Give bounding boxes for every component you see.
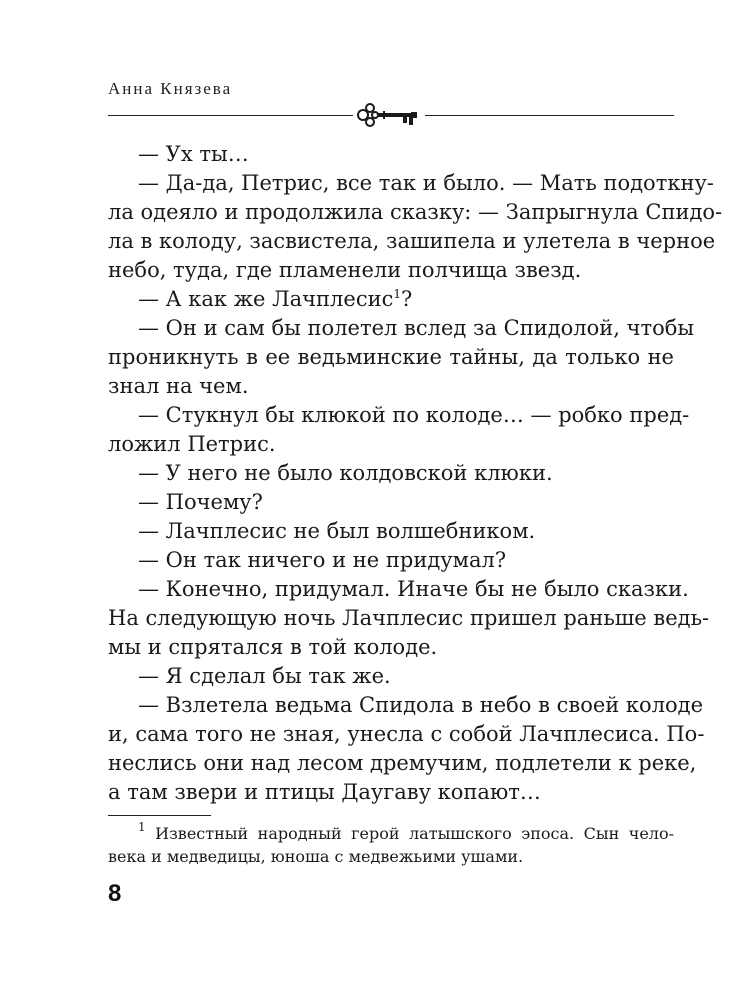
footnote-rule xyxy=(108,815,211,816)
footnote-reference: 1 xyxy=(393,287,401,301)
text-line: — У него не было колдовской клюки. xyxy=(138,461,553,485)
text-line: — Лачплесис не был волшебником. xyxy=(138,519,536,543)
text-line: мы и спрятался в той колоде. xyxy=(108,635,438,659)
text-line: — Он так ничего и не придумал? xyxy=(138,548,507,572)
text-line: — Конечно, придумал. Иначе бы не было сказки. xyxy=(138,577,689,601)
running-head-author: Анна Князева xyxy=(108,79,233,98)
main-text xyxy=(108,140,723,807)
text-line: неслись они над лесом дремучим, подлетели к реке, xyxy=(108,751,697,775)
text-line: ла в колоду, засвистела, зашипела и улетела в черное xyxy=(108,229,716,253)
text-line: небо, туда, где пламенели полчища звезд. xyxy=(108,258,582,282)
text-line: знал на чем. xyxy=(108,374,249,398)
footnote xyxy=(108,822,674,868)
footnote-line: $^1$ Известный народный герой латышского эпоса. Сын чело- xyxy=(138,820,674,843)
text-line: — Взлетела ведьма Спидола в небо в своей колоде xyxy=(138,693,704,717)
text-line: — Почему? xyxy=(138,490,263,514)
key-icon xyxy=(353,100,425,130)
text-line: проникнуть в ее ведьминские тайны, да только не xyxy=(108,345,674,369)
text-line: На следующую ночь Лачплесис пришел раньше ведь- xyxy=(108,606,710,630)
text-line: ла одеяло и продолжила сказку: — Запрыгнула Спидо- xyxy=(108,200,723,224)
text-line: — Да-да, Петрис, все так и было. — Мать подоткну- xyxy=(138,171,714,195)
text-line: а там звери и птицы Даугаву копают… xyxy=(108,780,541,804)
text-line: — А как же Лачплесис$^1$? xyxy=(138,287,413,311)
text-line: и, сама того не зная, унесла с собой Лачплесиса. По- xyxy=(108,722,705,746)
text-line: — Стукнул бы клюкой по колоде… — робко пред- xyxy=(138,403,690,427)
text-line: — Он и сам бы полетел вслед за Спидолой, чтобы xyxy=(138,316,695,340)
page-number: 8 xyxy=(108,880,122,907)
footnote-marker: 1 xyxy=(138,820,146,834)
text-line: — Я сделал бы так же. xyxy=(138,664,391,688)
footnote-line: века и медведицы, юноша с медвежьими ушами. xyxy=(108,847,524,866)
text-line: ложил Петрис. xyxy=(108,432,276,456)
text-line: — Ух ты… xyxy=(138,142,249,166)
